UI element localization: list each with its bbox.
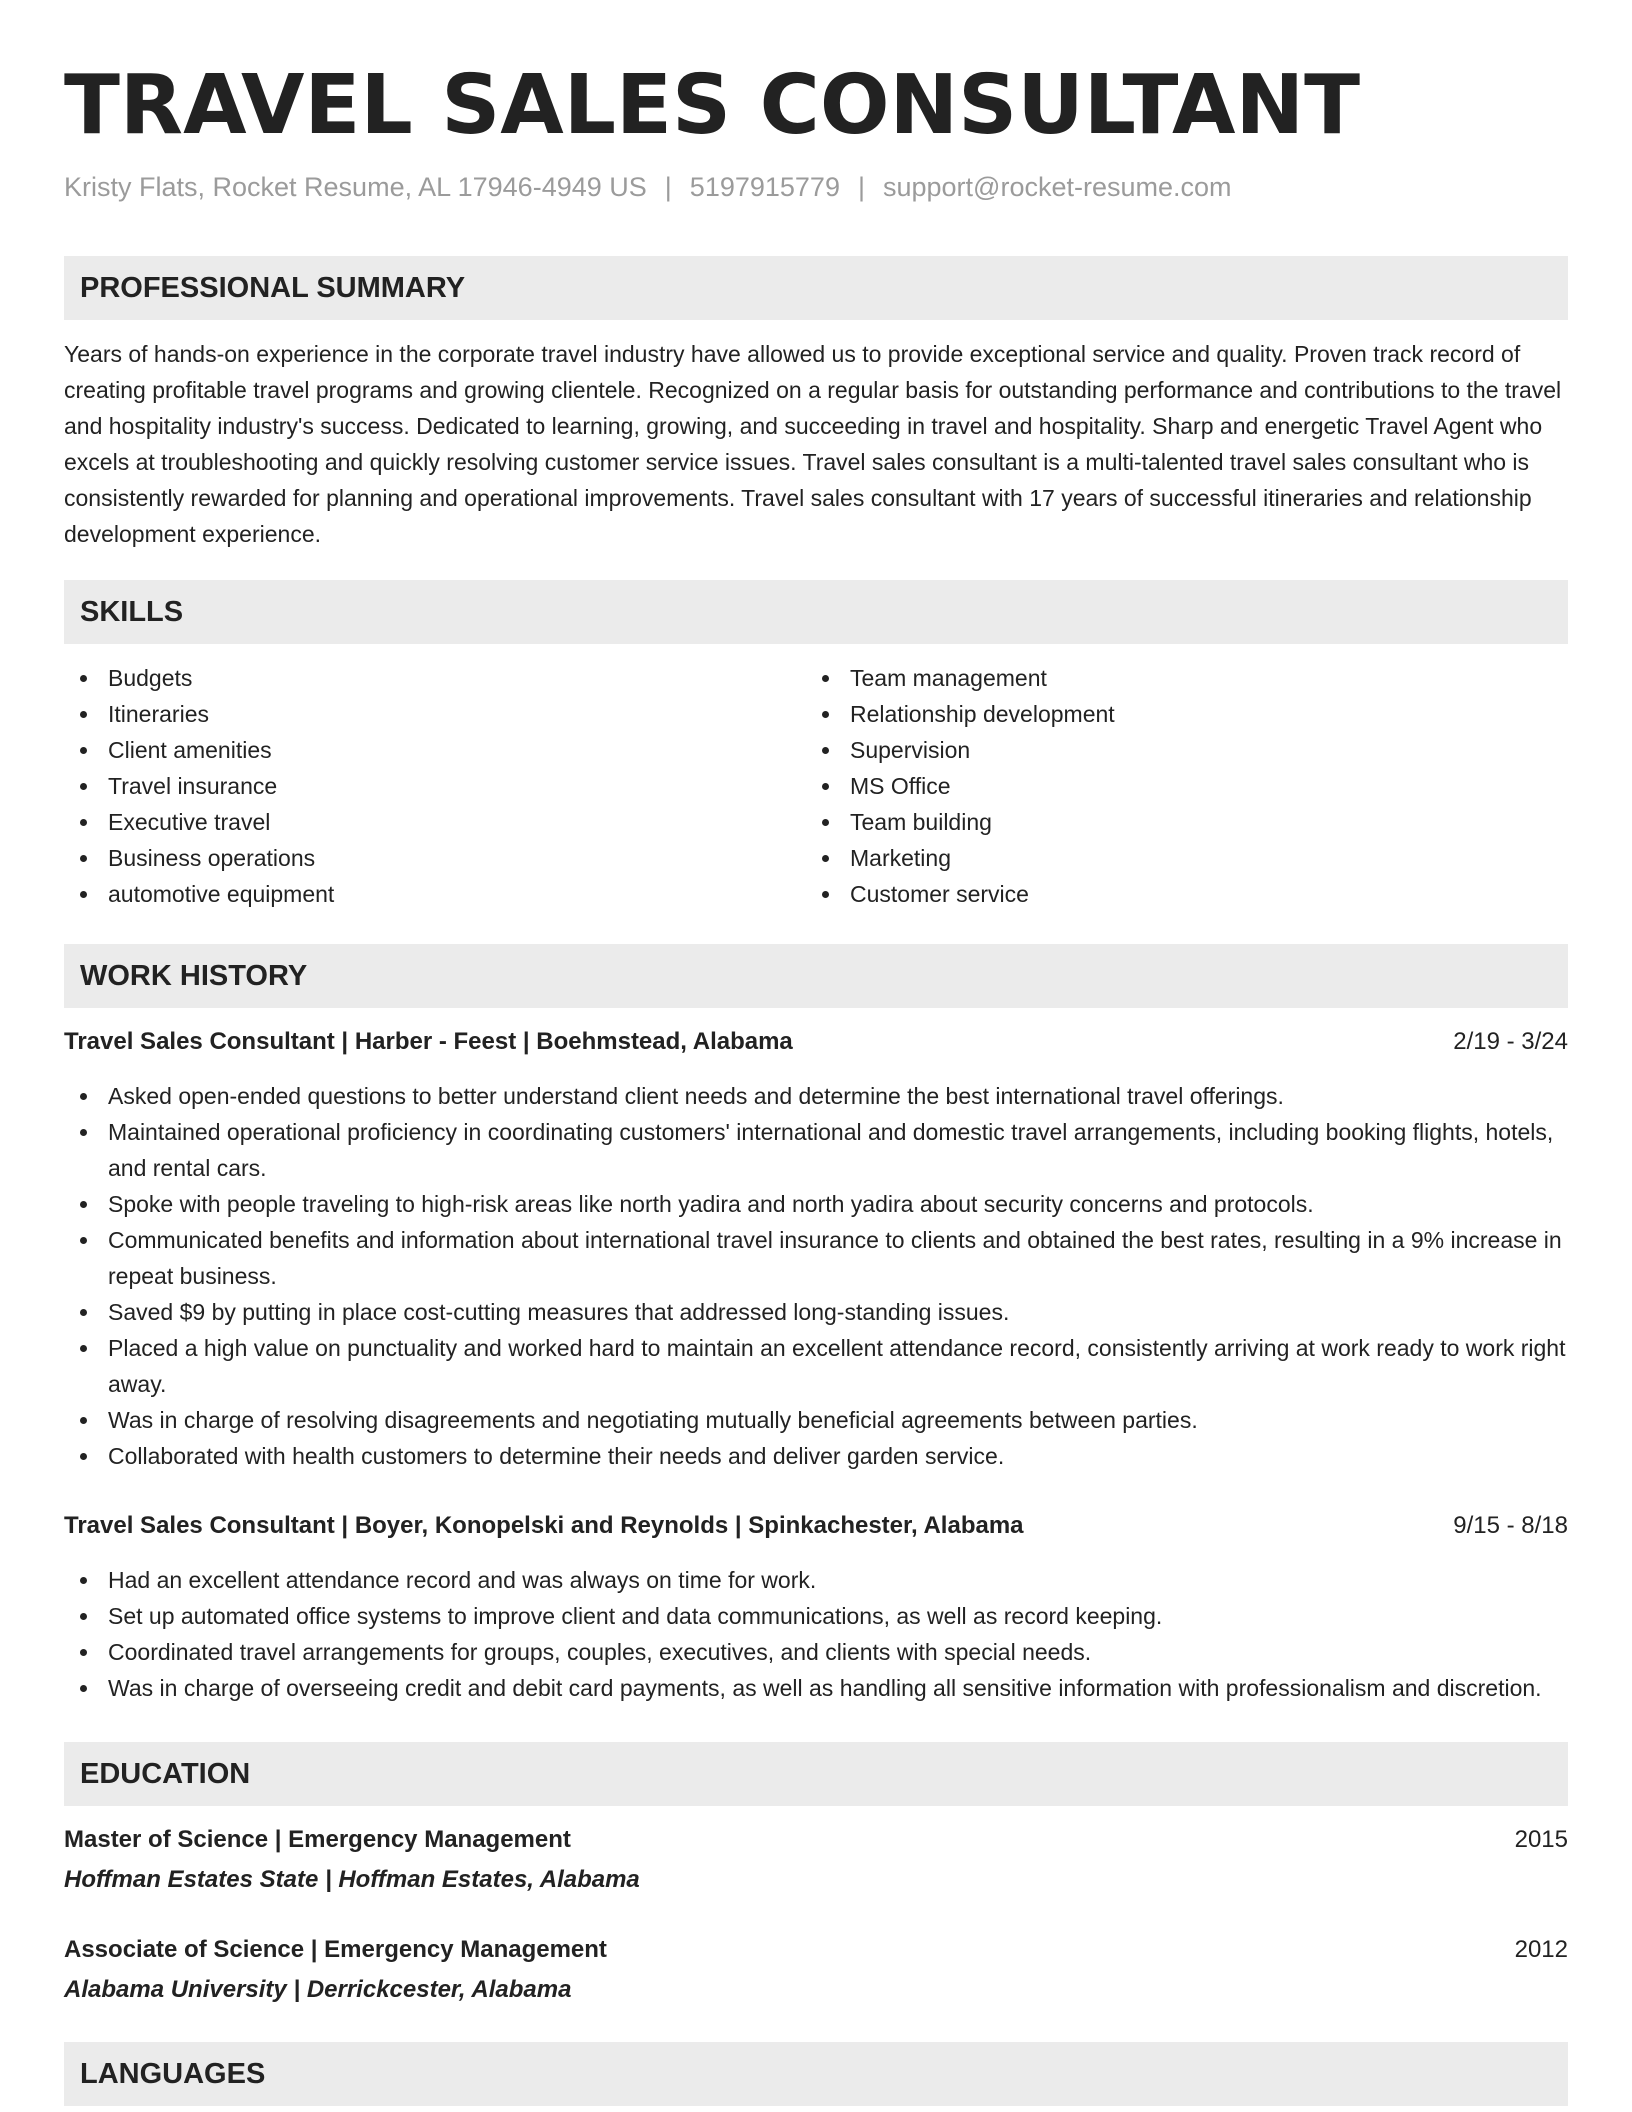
contact-address: Kristy Flats, Rocket Resume, AL 17946-4949 US [64, 172, 647, 202]
section-header-work-history: WORK HISTORY [64, 944, 1568, 1008]
job-bullet: Maintained operational proficiency in coordinating customers' international and domestic travel arrangements, including booking flights, hotels, and rental cars. [64, 1114, 1568, 1186]
education-heading-row [64, 1932, 1568, 1968]
job-bullet: Collaborated with health customers to determine their needs and deliver garden service. [64, 1438, 1568, 1474]
skills-column-right [806, 660, 1548, 912]
contact-separator: | [857, 172, 865, 202]
job-bullet: Coordinated travel arrangements for groups, couples, executives, and clients with special needs. [64, 1634, 1568, 1670]
skill-item: Team management [806, 660, 1548, 696]
job-bullet: Set up automated office systems to improve client and data communications, as well as record keeping. [64, 1598, 1568, 1634]
education-heading-row [64, 1822, 1568, 1858]
job-title: Travel Sales Consultant | Boyer, Konopelski and Reynolds | Spinkachester, Alabama [64, 1512, 1024, 1539]
job-heading-row [64, 1024, 1568, 1060]
skill-item: Marketing [806, 840, 1548, 876]
education-degree: Master of Science | Emergency Management [64, 1826, 571, 1853]
skill-item: Customer service [806, 876, 1548, 912]
contact-email[interactable]: support@rocket-resume.com [882, 172, 1232, 202]
contact-line [64, 170, 1568, 204]
job-bullet-list [64, 1562, 1568, 1706]
education-year: 2015 [1514, 1826, 1568, 1853]
job-bullet: Had an excellent attendance record and was always on time for work. [64, 1562, 1568, 1598]
job-title: Travel Sales Consultant | Harber - Feest | Boehmstead, Alabama [64, 1028, 793, 1055]
job-bullet: Saved $9 by putting in place cost-cutting measures that addressed long-standing issues. [64, 1294, 1568, 1330]
job-dates: 2/19 - 3/24 [1453, 1028, 1568, 1055]
skill-item: automotive equipment [64, 876, 806, 912]
section-header-skills: SKILLS [64, 580, 1568, 644]
skill-item: Executive travel [64, 804, 806, 840]
job-dates: 9/15 - 8/18 [1453, 1512, 1568, 1539]
section-header-summary: PROFESSIONAL SUMMARY [64, 256, 1568, 320]
section-header-languages: LANGUAGES [64, 2042, 1568, 2106]
section-header-education: EDUCATION [64, 1742, 1568, 1806]
education-year: 2012 [1514, 1936, 1568, 1963]
job-bullet: Asked open-ended questions to better understand client needs and determine the best international travel offerings. [64, 1078, 1568, 1114]
job-bullet: Was in charge of resolving disagreements and negotiating mutually beneficial agreements between parties. [64, 1402, 1568, 1438]
contact-phone: 5197915779 [689, 172, 840, 202]
job-bullet: Was in charge of overseeing credit and debit card payments, as well as handling all sensitive information with professionalism and discretion. [64, 1670, 1568, 1706]
skill-item: Business operations [64, 840, 806, 876]
skill-item: Travel insurance [64, 768, 806, 804]
resume-page [64, 0, 1568, 2106]
skill-item: Relationship development [806, 696, 1548, 732]
job-bullet: Communicated benefits and information about international travel insurance to clients and obtained the best rates, resulting in a 9% increase in repeat business. [64, 1222, 1568, 1294]
education-school: Alabama University | Derrickcester, Alabama [64, 1976, 572, 2003]
skill-item: Team building [806, 804, 1548, 840]
skills-column-left [64, 660, 806, 912]
resume-name: TRAVEL SALES CONSULTANT [64, 58, 1361, 153]
skill-item: Itineraries [64, 696, 806, 732]
contact-separator: | [664, 172, 672, 202]
education-school: Hoffman Estates State | Hoffman Estates, Alabama [64, 1866, 640, 1893]
job-bullet: Placed a high value on punctuality and worked hard to maintain an excellent attendance record, consistently arriving at work ready to work right away. [64, 1330, 1568, 1402]
summary-text: Years of hands-on experience in the corporate travel industry have allowed us to provide exceptional service and quality. Proven track record of creating profitable travel programs and growing clientele. Recognized on a regular basis for outstanding performance and contributions to the travel and hospitality industry's success. Dedicated to learning, growing, and succeeding in travel and hospitality. Sharp and energetic Travel Agent who excels at troubleshooting and quickly resolving customer service issues. Travel sales consultant is a multi-talented travel sales consultant who is consistently rewarded for planning and operational improvements. Travel sales consultant with 17 years of successful itineraries and relationship development experience. [64, 341, 1562, 547]
skill-item: Client amenities [64, 732, 806, 768]
skills-list [64, 660, 1568, 912]
job-bullet-list [64, 1078, 1568, 1474]
job-heading-row [64, 1508, 1568, 1544]
education-degree: Associate of Science | Emergency Management [64, 1936, 607, 1963]
skill-item: MS Office [806, 768, 1548, 804]
skill-item: Supervision [806, 732, 1548, 768]
skill-item: Budgets [64, 660, 806, 696]
job-bullet: Spoke with people traveling to high-risk areas like north yadira and north yadira about security concerns and protocols. [64, 1186, 1568, 1222]
